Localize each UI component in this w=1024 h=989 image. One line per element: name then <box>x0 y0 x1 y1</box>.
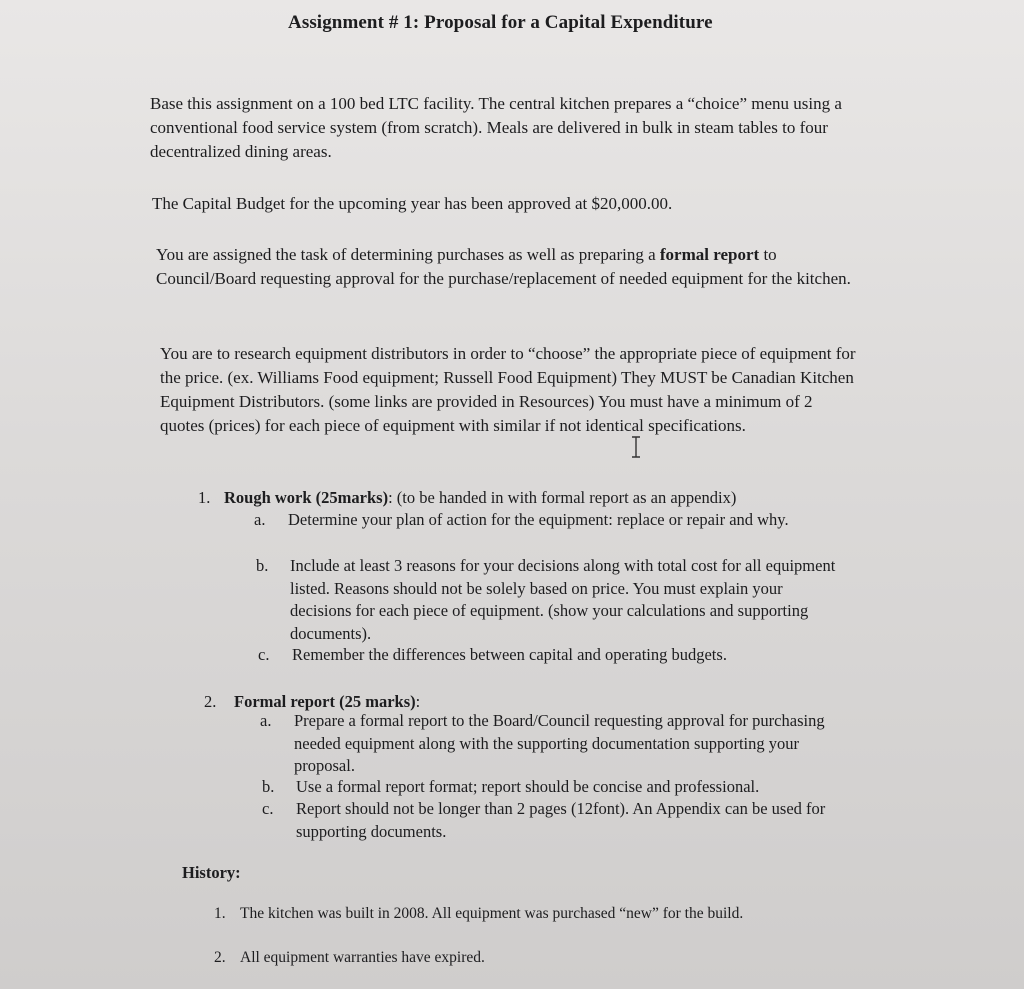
sub-text: Determine your plan of action for the equipment: replace or repair and why. <box>288 510 789 529</box>
sub-letter: b. <box>262 777 275 796</box>
history-text: The kitchen was built in 2008. All equipment was purchased “new” for the build. <box>240 905 744 922</box>
sub-text: Include at least 3 reasons for your decisions along with total cost for all equipment listed. Reasons should not be solely based on price. You must explain your decisions for each piece of equipment. (show your calculations and supporting documents). <box>290 556 836 643</box>
list-item-text <box>224 486 736 509</box>
list-number: 1. <box>198 488 211 507</box>
history-heading: History: <box>182 863 241 882</box>
research-paragraph: You are to research equipment distributors in order to “choose” the appropriate piece of equipment for the price. (ex. Williams Food equipment; Russell Food Equipment) They MUST be Canadian Kitchen Equipment Distributors. (some links are provided in Resources) You must have a minimum of 2 quotes (prices) for each piece of equipment with similar if not identical specifications. <box>160 344 856 435</box>
sub-letter: a. <box>260 711 272 730</box>
sub-letter: c. <box>262 799 274 818</box>
task-text-before: You are assigned the task of determining purchases as well as preparing a <box>156 245 660 264</box>
list-number: 2. <box>204 692 217 711</box>
text-cursor-icon <box>630 436 642 458</box>
sub-text: Prepare a formal report to the Board/Council requesting approval for purchasing needed equipment along with the supporting documentation supporting your proposal. <box>294 711 825 775</box>
list-item-heading: Rough work (25marks) <box>224 488 389 507</box>
document-title: Assignment # 1: Proposal for a Capital Expenditure <box>288 12 713 33</box>
sub-letter: b. <box>256 556 269 575</box>
task-bold-text: formal report <box>659 245 760 264</box>
list-item-rest: : (to be handed in with formal report as an appendix) <box>388 488 737 507</box>
sub-letter: c. <box>258 645 270 664</box>
sub-text: Report should not be longer than 2 pages (12font). An Appendix can be used for supporting documents. <box>296 799 826 841</box>
task-text-after: to Council/Board requesting approval for the purchase/replacement of needed equipment for the kitchen. <box>156 245 851 288</box>
list-number: 1. <box>214 905 226 922</box>
intro-paragraph: Base this assignment on a 100 bed LTC facility. The central kitchen prepares a “choice” menu using a conventional food service system (from scratch). Meals are delivered in bulk in steam tables to four decentralized dining areas. <box>150 94 842 161</box>
list-number: 2. <box>214 949 226 966</box>
sub-text: Use a formal report format; report should be concise and professional. <box>296 777 760 796</box>
history-text: All equipment warranties have expired. <box>240 949 485 966</box>
sub-text: Remember the differences between capital and operating budgets. <box>292 645 727 664</box>
sub-letter: a. <box>254 510 266 529</box>
list-item-heading: Formal report (25 marks) <box>234 692 416 711</box>
task-paragraph <box>156 243 871 291</box>
budget-paragraph: The Capital Budget for the upcoming year has been approved at $20,000.00. <box>152 194 673 213</box>
list-item-rest: : <box>415 692 421 711</box>
